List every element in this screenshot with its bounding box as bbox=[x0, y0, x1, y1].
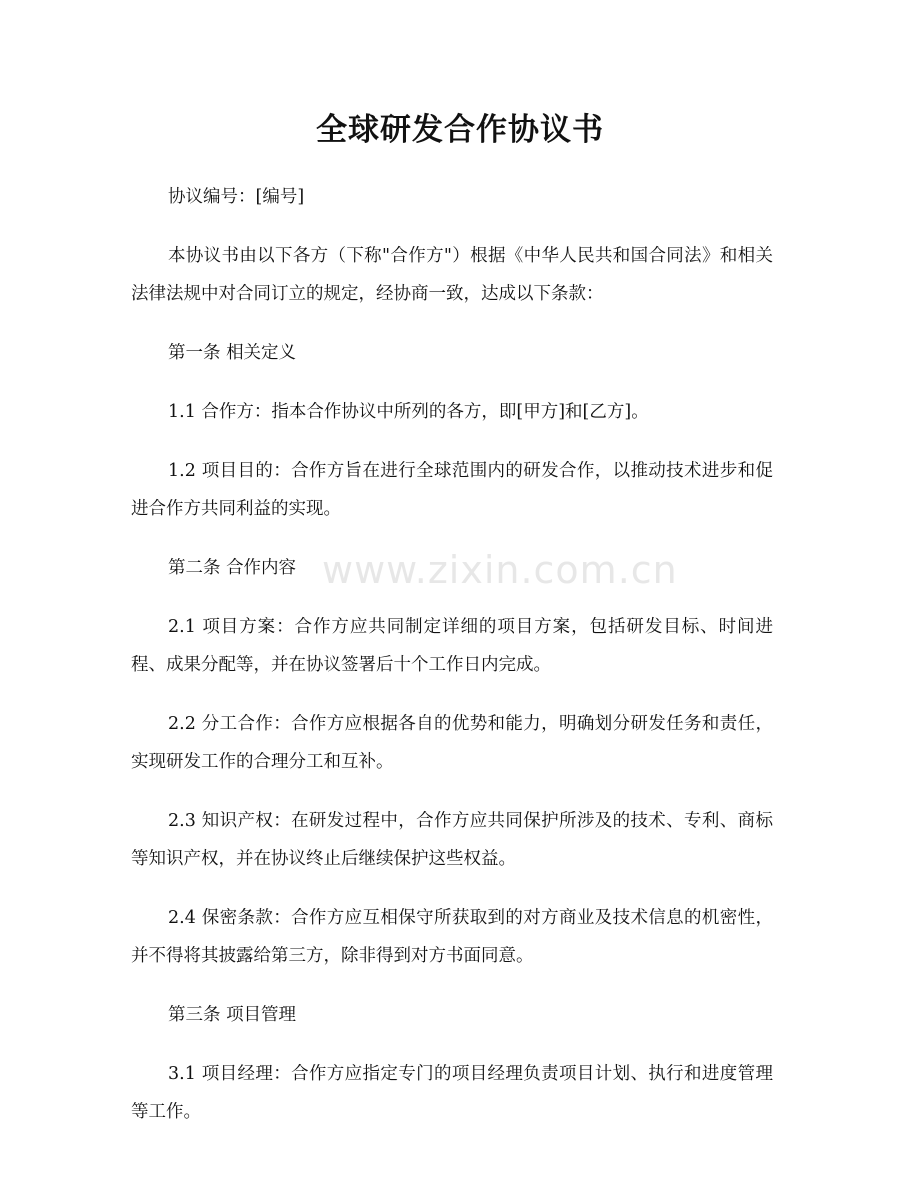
clause-2-3: 2.3 知识产权：在研发过程中，合作方应共同保护所涉及的技术、专利、商标等知识产权，并在协议终止后继续保护这些权益。 bbox=[131, 811, 773, 869]
agreement-number: 协议编号：[编号] bbox=[168, 187, 305, 207]
article-3-heading: 第三条 项目管理 bbox=[168, 1005, 297, 1025]
preamble-paragraph: 本协议书由以下各方（下称"合作方"）根据《中华人民共和国合同法》和相关法律法规中对合同订立的规定，经协商一致，达成以下条款： bbox=[131, 246, 773, 304]
article-1-heading: 第一条 相关定义 bbox=[168, 343, 297, 363]
clause-1-2: 1.2 项目目的：合作方旨在进行全球范围内的研发合作，以推动技术进步和促进合作方共同利益的实现。 bbox=[131, 461, 773, 519]
clause-2-1: 2.1 项目方案：合作方应共同制定详细的项目方案，包括研发目标、时间进程、成果分配等，并在协议签署后十个工作日内完成。 bbox=[131, 617, 773, 675]
clause-2-4: 2.4 保密条款：合作方应互相保守所获取到的对方商业及技术信息的机密性，并不得将其披露给第三方，除非得到对方书面同意。 bbox=[131, 908, 773, 966]
clause-3-1: 3.1 项目经理：合作方应指定专门的项目经理负责项目计划、执行和进度管理等工作。 bbox=[131, 1064, 773, 1122]
clause-1-1: 1.1 合作方：指本合作协议中所列的各方，即[甲方]和[乙方]。 bbox=[168, 402, 649, 422]
document-body bbox=[131, 178, 773, 1152]
clause-2-2: 2.2 分工合作：合作方应根据各自的优势和能力，明确划分研发任务和责任，实现研发工作的合理分工和互补。 bbox=[131, 714, 773, 772]
article-2-heading: 第二条 合作内容 bbox=[168, 558, 297, 578]
document-title: 全球研发合作协议书 bbox=[316, 112, 604, 148]
watermark: www.zixin.com.cn bbox=[322, 548, 678, 592]
